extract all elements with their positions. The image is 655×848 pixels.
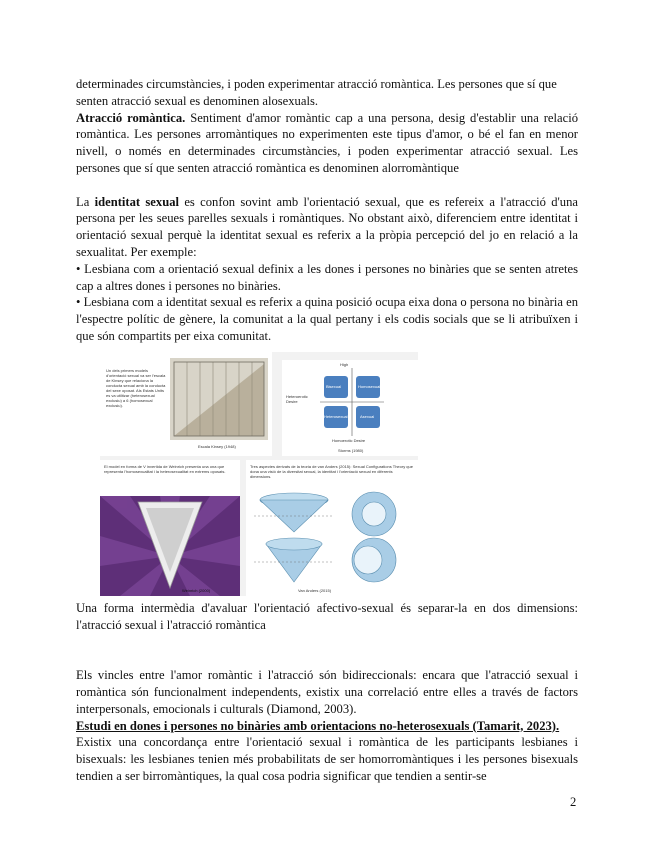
paragraph-romantic-attraction	[76, 110, 578, 177]
paragraph-1-line-2: senten atracció sexual es denominen alosexuals.	[76, 93, 318, 108]
bullet-orientation: • Lesbiana com a orientació sexual definix a les dones i persones no binàries que se senten atretes cap a altres dones i persones no binàries.	[76, 261, 578, 293]
storms-asexual-label: Asexual	[360, 414, 375, 419]
storms-homosexual-label: Homosexual	[358, 384, 381, 389]
storms-high-label: High	[340, 362, 349, 367]
paragraph-intermediate-form: Una forma intermèdia d'avaluar l'orientació afectivo-sexual és separar-la en dos dimensions: l'atracció sexual i l'atracció romàntica	[76, 601, 578, 632]
bullet-identity: • Lesbiana com a identitat sexual es referix a quina posició ocupa eixa dona o persona no binària en l'espectre polític de gènere, la comunitat a la qual pertany i els codis socials que se li atribuïxen i que són compartits per eixa comunitat.	[76, 295, 578, 343]
kinsey-scale-graphic	[170, 358, 268, 440]
storms-left-axis: Heteroerotic Desire	[286, 394, 308, 404]
weinrich-caption: Weinrich (2000)	[182, 588, 211, 593]
term-romantic-attraction: Atracció romàntica.	[76, 110, 186, 125]
van-anders-caption: Van Anders (2015)	[298, 588, 332, 593]
text-block-bottom	[76, 600, 578, 785]
orientation-models-figure	[100, 352, 418, 596]
storms-bottom-axis: Homoerotic Desire	[332, 438, 366, 443]
weinrich-description: El model en forma de V invertida de Weinrich presenta una ona que representa l'homosexualitat i la heterosexualitat en extrems oposats.	[104, 464, 226, 474]
text-block-top	[76, 76, 578, 345]
study-heading: Estudi en dones i persones no binàries amb orientacions no-heterosexuals (Tamarit, 2023).	[76, 718, 560, 733]
paragraph-bonds: Els vincles entre l'amor romàntic i l'atracció són bidireccionals: encara que l'atracció sexual i romàntica són funcionalment independents, existix una correlació entre elles a través de factors interpersonals, emocionals i culturals (Diamond, 2003).	[76, 668, 578, 716]
paragraph-sexual-identity	[76, 194, 578, 261]
page-number: 2	[570, 795, 577, 809]
van-anders-graphic	[254, 490, 414, 586]
paragraph-study: Existix una concordança entre l'orientació sexual i romàntica de les participants lesbianes i bisexuals: les lesbianes tenien més probabilitats de ser homorromàntiques i les persones bisexuals tendien a ser birromàntiques, la qual cosa podria significar que tendien a sentir-se	[76, 735, 578, 783]
romantic-attraction-text: Sentiment d'amor romàntic cap a una persona, desig d'establir una relació romàntica. Les persones arromàntiques no experimenten este tipus d'amor, o bé el fan en menor nivell, o només en determinades circumstàncies, i poden experimentar atracció sexual. Les persones que sí que senten atracció romàntica es denominen alorromàntique	[76, 110, 578, 175]
storms-quadrant-graphic	[320, 368, 384, 436]
paragraph-1-line-1: determinades circumstàncies, i poden experimentar atracció romàntica. Les persones que sí que	[76, 77, 557, 91]
weinrich-v-graphic	[100, 496, 240, 596]
kinsey-description: Un dels primers models d'orientació sexual va ser l'escala de Kinsey que relaciona la conducta sexual amb la conducta del sexe oposat. Als Estats Units es va utilitzar (heterosexual exclusiu) a 6 (homosexual exclusiu).	[106, 368, 166, 408]
van-anders-panel	[246, 460, 418, 596]
storms-bisexual-label: Bisexual	[326, 384, 342, 389]
kinsey-panel	[100, 352, 272, 456]
sexual-identity-text: es confon sovint amb l'orientació sexual, que es refereix a l'atracció d'una persona per les seues parelles sexuals i romàntiques. No obstant això, diferenciem entre identitat i orientació sexual perquè la identitat sexual es referix a la pròpia percepció del jo en relació a la sexualitat. Per exemple:	[76, 194, 578, 259]
storms-heterosexual-label: Heterosexual	[324, 414, 348, 419]
weinrich-panel	[100, 460, 240, 596]
storms-caption: Storms (1980)	[338, 448, 364, 453]
sexual-identity-pre: La	[76, 194, 95, 209]
term-sexual-identity: identitat sexual	[94, 194, 179, 209]
storms-panel	[282, 360, 418, 456]
kinsey-caption: Escala Kinsey (1948)	[198, 444, 236, 449]
van-anders-description: Tres aspectes derivats de la teoria de van Anders (2015): Sexual Configurations Theory que dona una visió de la diversitat sexual, la identitat i l'orientació sexual en diferents dimensions.	[250, 464, 413, 479]
